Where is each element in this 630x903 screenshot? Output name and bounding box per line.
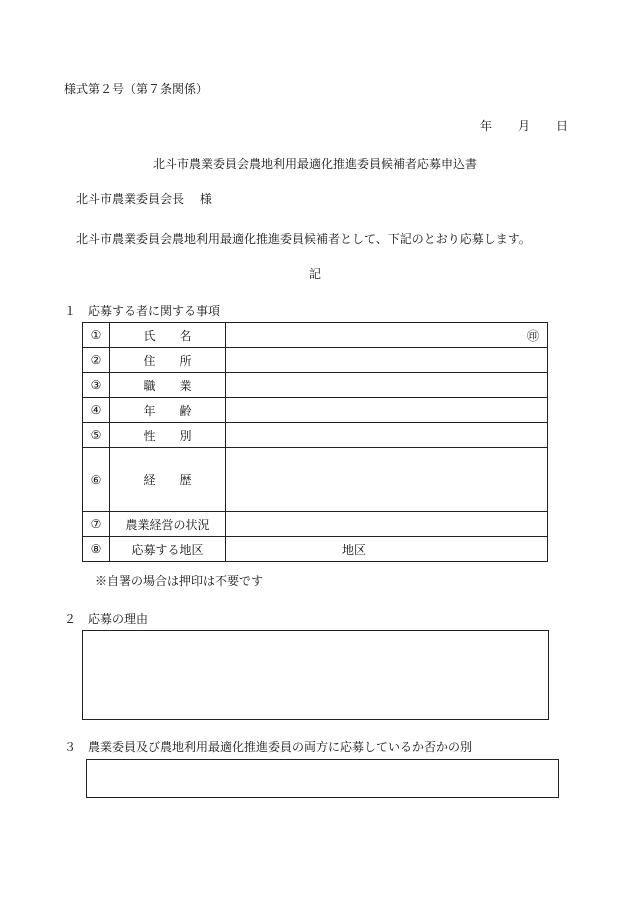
address-field[interactable] <box>226 348 548 373</box>
section3-heading: ３ 農業委員及び農地利用最適化推進委員の両方に応募しているか否かの別 <box>64 740 473 754</box>
row-number: ③ <box>83 373 110 398</box>
table-row <box>83 423 548 448</box>
row-number: ⑥ <box>83 448 110 512</box>
date-year: 年 <box>480 119 493 133</box>
both-application-box[interactable] <box>86 759 559 798</box>
intro-text: 北斗市農業委員会農地利用最適化推進委員候補者として、下記のとおり応募します。 <box>76 232 531 246</box>
farm-status-field[interactable] <box>226 512 548 537</box>
row-label-career: 経 歴 <box>110 448 226 512</box>
name-field[interactable] <box>226 323 548 348</box>
table-row <box>83 512 548 537</box>
reason-box[interactable] <box>82 630 549 720</box>
row-number: ⑦ <box>83 512 110 537</box>
table-row <box>83 373 548 398</box>
district-field[interactable] <box>226 537 548 562</box>
table-row <box>83 348 548 373</box>
date-day: 日 <box>556 119 569 133</box>
district-suffix: 地区 <box>342 542 367 557</box>
ki-heading: 記 <box>308 267 321 281</box>
form-number: 様式第２号（第７条関係） <box>64 82 209 96</box>
row-label-name: 氏 名 <box>110 323 226 348</box>
addressee: 北斗市農業委員会長 様 <box>76 192 212 206</box>
row-number: ① <box>83 323 110 348</box>
row-label-age: 年 齢 <box>110 398 226 423</box>
row-label-district: 応募する地区 <box>110 537 226 562</box>
applicant-table <box>82 322 548 562</box>
row-number: ⑤ <box>83 423 110 448</box>
table-row <box>83 537 548 562</box>
date-line <box>480 117 568 134</box>
section1-heading: １ 応募する者に関する事項 <box>64 304 221 318</box>
row-label-gender: 性 別 <box>110 423 226 448</box>
table-row <box>83 448 548 512</box>
seal-mark: ㊞ <box>526 329 539 343</box>
career-field[interactable] <box>226 448 548 512</box>
row-label-address: 住 所 <box>110 348 226 373</box>
row-number: ④ <box>83 398 110 423</box>
section2-heading: ２ 応募の理由 <box>64 612 149 626</box>
table-row <box>83 398 548 423</box>
gender-field[interactable] <box>226 423 548 448</box>
document-title: 北斗市農業委員会農地利用最適化推進委員候補者応募申込書 <box>152 157 477 171</box>
occupation-field[interactable] <box>226 373 548 398</box>
age-field[interactable] <box>226 398 548 423</box>
date-month: 月 <box>518 119 531 133</box>
row-number: ⑧ <box>83 537 110 562</box>
row-label-farm-status: 農業経営の状況 <box>110 512 226 537</box>
row-label-occupation: 職 業 <box>110 373 226 398</box>
table-row <box>83 323 548 348</box>
row-number: ② <box>83 348 110 373</box>
seal-note: ※自署の場合は押印は不要です <box>95 574 264 588</box>
